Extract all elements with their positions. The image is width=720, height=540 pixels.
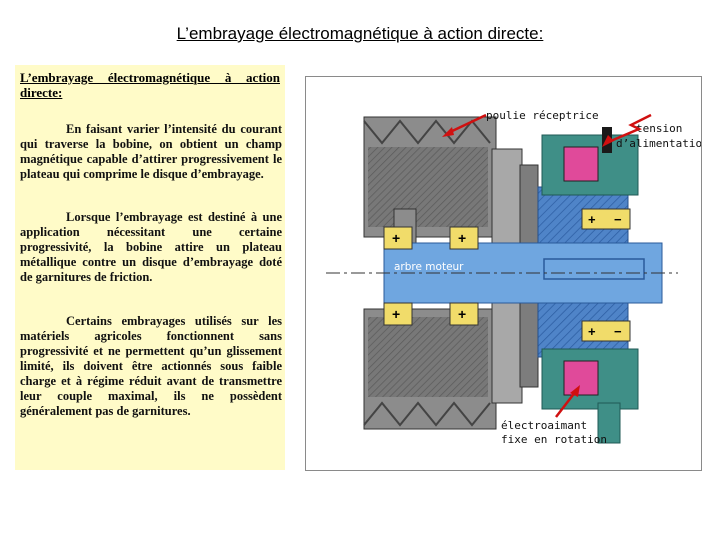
label-tension-1: tension bbox=[636, 122, 683, 135]
svg-text:−: − bbox=[614, 212, 622, 227]
svg-text:+: + bbox=[458, 306, 467, 322]
svg-text:+: + bbox=[392, 306, 401, 322]
label-pulley: poulie réceptrice bbox=[486, 109, 599, 122]
pulley-lower bbox=[364, 309, 496, 429]
svg-text:+: + bbox=[458, 230, 467, 246]
bearing-right-upper bbox=[582, 209, 630, 229]
label-shaft: arbre moteur bbox=[394, 261, 464, 273]
text-panel bbox=[15, 65, 285, 470]
paragraph-2 bbox=[20, 210, 282, 285]
pulley-upper bbox=[364, 117, 496, 245]
label-tension-2: d’alimentation bbox=[616, 137, 701, 150]
clutch-diagram bbox=[305, 76, 702, 471]
paragraph-3-text: Certains embrayages utilisés sur les matériels agricoles fonctionnent sans progressivité et ne permettent qu’un glissement limité, ils doivent être actionnés sous faible charge et à régime réduit avant de transmettre leur couple maximal, ils ne possèdent généralement pas de garnitures. bbox=[20, 314, 282, 418]
slide-title: L’embrayage électromagnétique à action directe: bbox=[176, 24, 544, 43]
label-electromagnet-2: fixe en rotation bbox=[501, 433, 607, 446]
svg-text:+: + bbox=[392, 230, 401, 246]
clutch-cross-section bbox=[306, 77, 701, 470]
paragraph-3 bbox=[20, 314, 282, 419]
svg-text:+: + bbox=[588, 324, 596, 339]
svg-text:+: + bbox=[588, 212, 596, 227]
bearing-right-lower bbox=[582, 321, 630, 341]
label-electromagnet-1: électroaimant bbox=[501, 419, 588, 432]
svg-text:−: − bbox=[614, 324, 622, 339]
paragraph-2-text: Lorsque l’embrayage est destiné à une application nécessitant une certaine progressivité, la bobine attire un plateau métallique contre un disque d’embrayage doté de garnitures de friction. bbox=[20, 210, 282, 284]
paragraph-1 bbox=[20, 122, 282, 182]
text-heading: L’embrayage électromagnétique à action directe: bbox=[20, 70, 280, 100]
paragraph-1-text: En faisant varier l’intensité du courant qui traverse la bobine, on obtient un champ magnétique capable d’attirer progressivement le plateau qui comprime le disque d’embrayage. bbox=[20, 122, 282, 181]
